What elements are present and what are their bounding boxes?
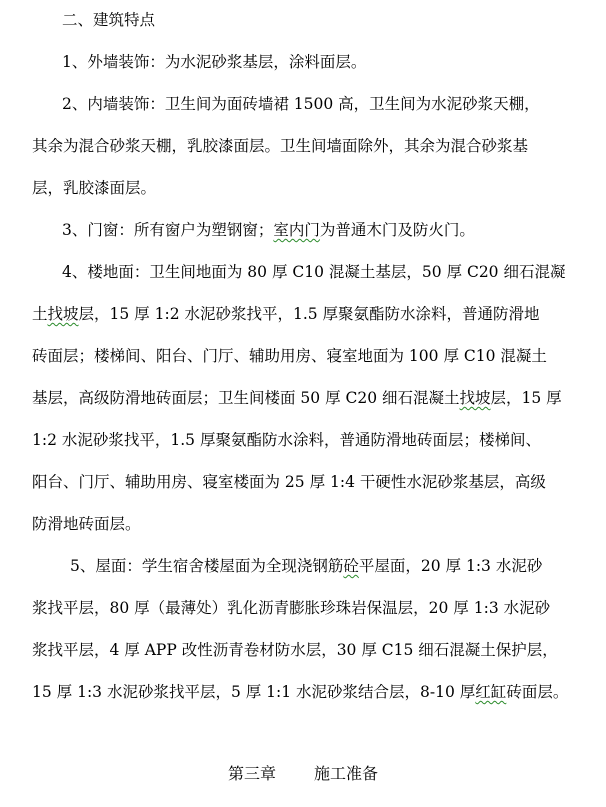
paragraph-4-line-7: 防滑地砖面层。	[32, 515, 141, 533]
paragraph-4-line-4-text-a: 基层，高级防滑地砖面层；卫生间楼面 50 厚 C20 细石混凝土	[32, 389, 460, 407]
paragraph-3-text-c: 为普通木门及防火门。	[319, 221, 475, 239]
paragraph-4-line-6: 阳台、门厅、辅助用房、寝室楼面为 25 厚 1:4 干硬性水泥砂浆基层，高级	[32, 473, 546, 491]
chapter-title: 施工准备	[314, 764, 379, 783]
paragraph-4-line-1: 4、楼地面：卫生间地面为 80 厚 C10 混凝土基层，50 厚 C20 细石混凝	[62, 263, 566, 281]
paragraph-4-line-2-text-a: 土	[32, 305, 48, 323]
paragraph-5-line-4	[32, 682, 568, 702]
paragraph-5-line-3: 浆找平层，4 厚 APP 改性沥青卷材防水层，30 厚 C15 细石混凝土保护层，	[32, 641, 558, 659]
paragraph-2-line-3: 层，乳胶漆面层。	[32, 179, 157, 197]
chapter-heading	[0, 763, 606, 785]
paragraph-5-line-4-text-a: 15 厚 1:3 水泥砂浆找平层，5 厚 1:1 水泥砂浆结合层，8-10 厚	[32, 683, 476, 701]
paragraph-2-line-1: 2、内墙装饰：卫生间为面砖墙裙 1500 高，卫生间为水泥砂浆天棚，	[62, 95, 540, 113]
chapter-number: 第三章	[227, 764, 276, 783]
paragraph-5-line-4-flagged-word: 红缸	[475, 683, 507, 701]
paragraph-1-line-1: 1、外墙装饰：为水泥砂浆基层，涂料面层。	[62, 53, 367, 71]
paragraph-2-line-2: 其余为混合砂浆天棚，乳胶漆面层。卫生间墙面除外，其余为混合砂浆基	[32, 137, 529, 155]
section-heading: 二、建筑特点	[62, 11, 156, 29]
paragraph-5-line-1-text-c: 平屋面，20 厚 1:3 水泥砂	[358, 557, 543, 575]
paragraph-4-line-2-flagged-word: 找坡	[47, 305, 79, 323]
paragraph-3-flagged-word: 室内门	[273, 221, 320, 239]
paragraph-4-line-3: 砖面层；楼梯间、阳台、门厅、辅助用房、寝室地面为 100 厚 C10 混凝土	[32, 347, 547, 365]
paragraph-5-line-1	[70, 556, 542, 576]
paragraph-4-line-4-text-c: 层，15 厚	[490, 389, 562, 407]
paragraph-4-line-2	[32, 304, 540, 324]
paragraph-3-line-1	[62, 220, 475, 240]
paragraph-5-line-2: 浆找平层，80 厚（最薄处）乳化沥青膨胀珍珠岩保温层，20 厚 1:3 水泥砂	[32, 599, 551, 617]
paragraph-4-line-2-text-c: 层，15 厚 1:2 水泥砂浆找平，1.5 厚聚氨酯防水涂料，普通防滑地	[78, 305, 540, 323]
paragraph-5-line-4-text-c: 砖面层。	[506, 683, 569, 701]
paragraph-5-line-1-flagged-word: 砼	[343, 557, 359, 575]
paragraph-3-text-a: 3、门窗：所有窗户为塑钢窗；	[62, 221, 274, 239]
paragraph-5-line-1-text-a: 5、屋面：学生宿舍楼屋面为全现浇钢筋	[70, 557, 344, 575]
paragraph-4-line-4	[32, 388, 562, 408]
paragraph-4-line-4-flagged-word: 找坡	[459, 389, 491, 407]
paragraph-4-line-5: 1:2 水泥砂浆找平，1.5 厚聚氨酯防水涂料，普通防滑地砖面层；楼梯间、	[32, 431, 541, 449]
